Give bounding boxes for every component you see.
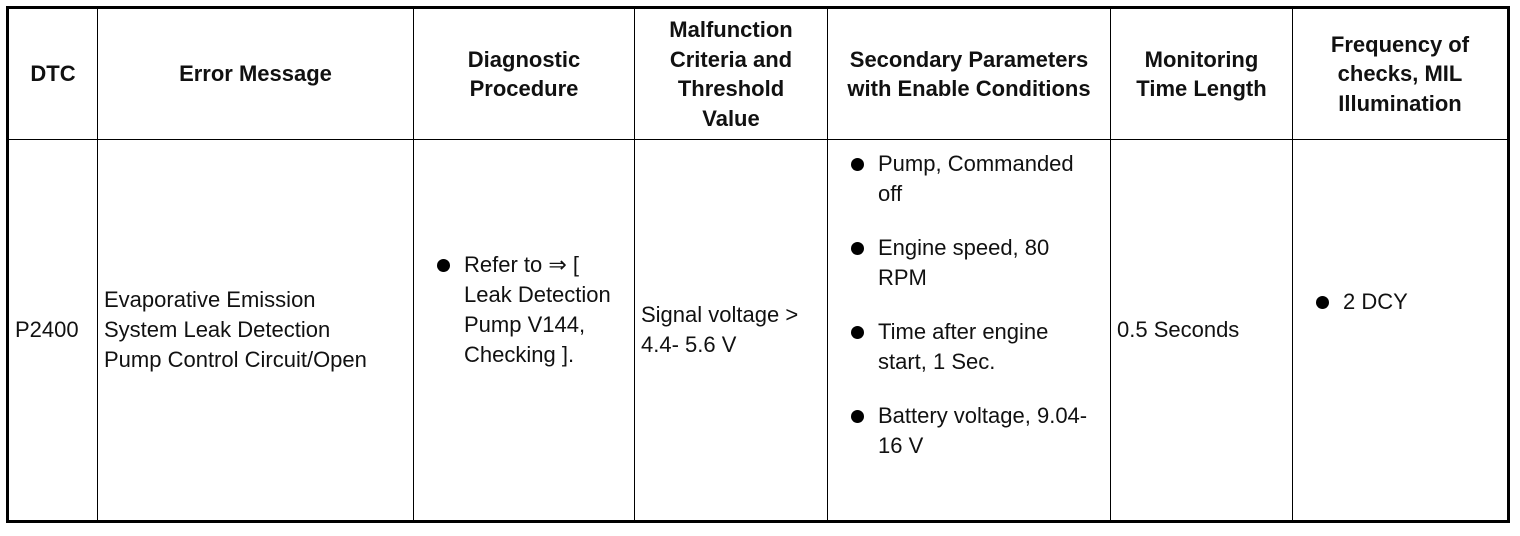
list-item — [834, 401, 1090, 461]
bullet-icon — [851, 158, 864, 171]
list-item — [834, 317, 1090, 377]
header-malfunction-criteria-text: Malfunction Criteria and Threshold Value — [669, 17, 793, 131]
dtc-table — [6, 6, 1510, 523]
header-diagnostic-procedure — [414, 8, 635, 140]
bullet-icon — [1316, 296, 1329, 309]
error-message-text: Evaporative Emission System Leak Detection Pump Control Circuit/Open — [104, 287, 367, 372]
header-monitoring-time — [1111, 8, 1293, 140]
procedure-list — [420, 250, 616, 370]
malfunction-criteria-text: Signal voltage > 4.4- 5.6 V — [641, 302, 799, 357]
header-error-message: Error Message — [98, 8, 414, 140]
parameter-text: Battery voltage, 9.04-16 V — [878, 403, 1088, 458]
header-frequency-text: Frequency of checks, MIL Illumination — [1330, 31, 1470, 116]
frequency-list — [1299, 287, 1501, 317]
header-frequency — [1293, 8, 1509, 140]
list-item — [834, 149, 1090, 209]
cell-malfunction-criteria — [635, 140, 828, 522]
bullet-icon — [851, 326, 864, 339]
cell-monitoring-time: 0.5 Seconds — [1111, 140, 1293, 522]
header-diagnostic-procedure-text: Diagnostic Procedure — [467, 46, 581, 101]
list-item — [1299, 287, 1501, 317]
bullet-icon — [851, 242, 864, 255]
cell-diagnostic-procedure — [414, 140, 635, 522]
table-row — [8, 140, 1509, 522]
bullet-icon — [437, 259, 450, 272]
header-monitoring-time-text: Monitoring Time Length — [1136, 46, 1267, 101]
parameter-text: Time after engine start, 1 Sec. — [878, 319, 1049, 374]
header-dtc: DTC — [8, 8, 98, 140]
header-secondary-parameters — [828, 8, 1111, 140]
cell-dtc: P2400 — [8, 140, 98, 522]
parameter-text: Engine speed, 80 RPM — [878, 235, 1050, 290]
list-item — [834, 233, 1090, 293]
bullet-icon — [851, 410, 864, 423]
cell-secondary-parameters — [828, 140, 1111, 522]
procedure-text: Refer to ⇒ [ Leak Detection Pump V144, Checking ]. — [464, 252, 611, 367]
frequency-text: 2 DCY — [1343, 289, 1408, 314]
header-row — [8, 8, 1509, 140]
secondary-parameters-list — [834, 149, 1090, 461]
header-secondary-parameters-text: Secondary Parameters with Enable Conditions — [847, 46, 1091, 101]
cell-frequency — [1293, 140, 1509, 522]
cell-error-message — [98, 140, 414, 522]
list-item — [420, 250, 616, 370]
parameter-text: Pump, Commanded off — [878, 151, 1074, 206]
header-malfunction-criteria — [635, 8, 828, 140]
